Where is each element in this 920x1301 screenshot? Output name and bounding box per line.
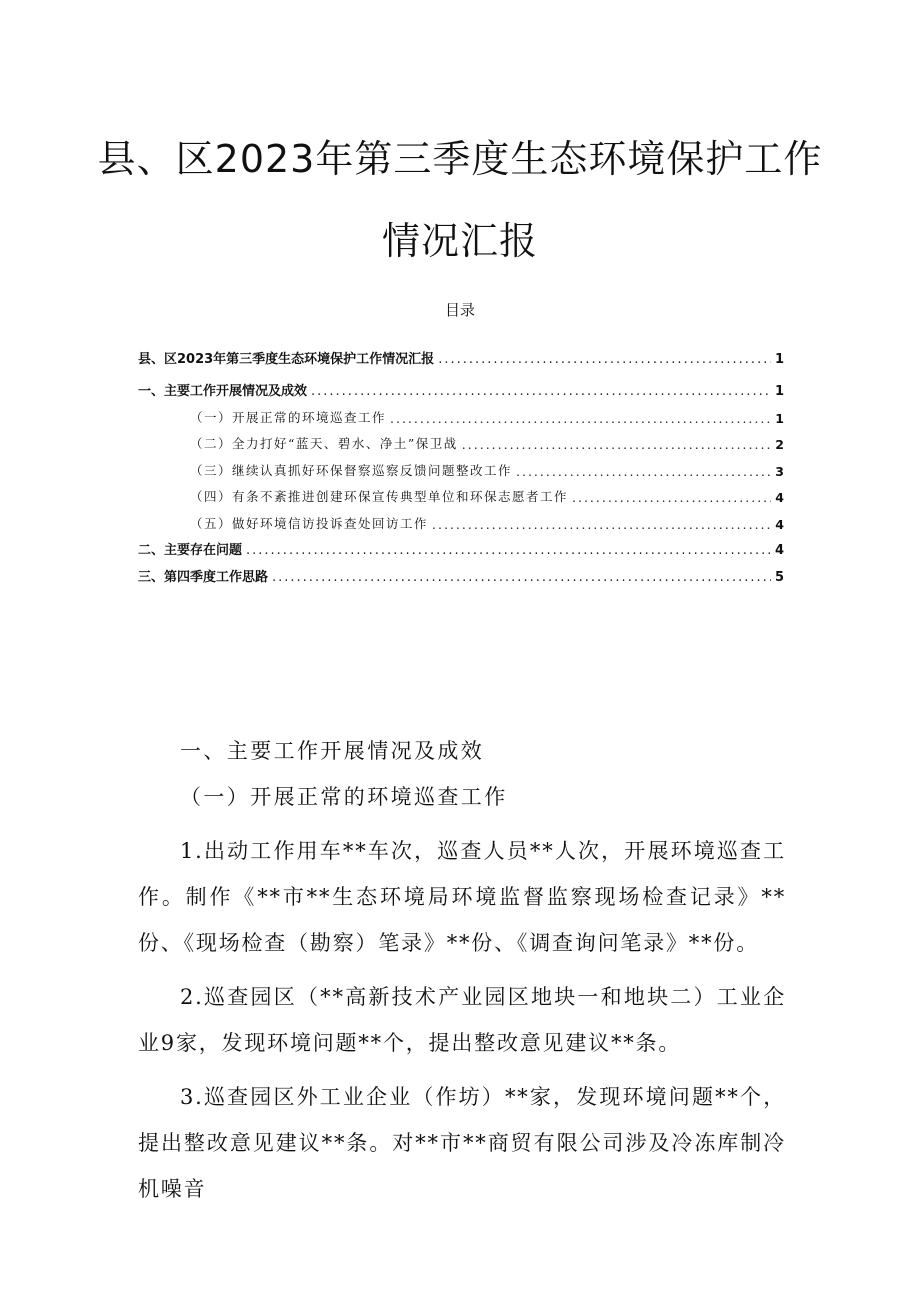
toc-entry[interactable] — [138, 558, 784, 585]
toc-entry-page: 1 — [774, 351, 784, 367]
toc-leader-dots — [272, 570, 771, 585]
document-title-line-2: 情况汇报 — [381, 219, 538, 263]
toc-entry[interactable] — [138, 505, 784, 532]
toc-entry-page: 4 — [775, 516, 784, 532]
toc-entry-page: 4 — [775, 490, 784, 505]
toc-entry-label: 二、主要存在问题 — [138, 543, 243, 558]
toc-entry-label: 三、第四季度工作思路 — [138, 569, 269, 585]
document-title-line-1: 县、区2023年第三季度生态环境保护工作 — [97, 137, 823, 181]
toc-entry[interactable] — [138, 399, 784, 426]
subsection-heading: （一）开展正常的环境巡查工作 — [180, 785, 508, 809]
toc-leader-dots — [572, 490, 771, 505]
section-heading: 一、主要工作开展情况及成效 — [180, 739, 485, 763]
toc-entry-page: 2 — [775, 437, 784, 452]
toc-heading: 目录 — [444, 301, 475, 319]
body-paragraph: 1.出动工作用车**车次，巡查人员**人次，开展环境巡查工作。制作《**市**生态环境局环境监督监察现场检查记录》**份、《现场检查（勘察）笔录》**份、《调查询问笔录》**份。 — [138, 839, 786, 955]
document-body — [138, 728, 786, 1212]
table-of-contents — [138, 340, 784, 585]
toc-leader-dots — [516, 464, 771, 479]
toc-leader-dots — [246, 543, 771, 558]
toc-entry[interactable] — [138, 340, 784, 367]
toc-entry-label: 县、区2023年第三季度生态环境保护工作情况汇报 — [138, 351, 435, 367]
toc-leader-dots — [438, 352, 771, 367]
toc-entry-label: （一）开展正常的环境巡查工作 — [190, 409, 387, 425]
toc-entry-page: 1 — [774, 384, 784, 399]
toc-entry[interactable] — [138, 426, 784, 453]
toc-entry[interactable] — [138, 532, 784, 559]
toc-entry-label: 一、主要工作开展情况及成效 — [138, 384, 308, 399]
toc-entry-page: 1 — [775, 410, 784, 426]
body-paragraph: 3.巡查园区外工业企业（作坊）**家，发现环境问题**个，提出整改意见建议**条。对**市**商贸有限公司涉及冷冻库制冷机噪音 — [138, 1085, 786, 1201]
toc-leader-dots — [311, 384, 771, 399]
toc-entry[interactable] — [138, 479, 784, 506]
toc-entry-label: （四）有条不紊推进创建环保宣传典型单位和环保志愿者工作 — [190, 489, 569, 504]
toc-entry-page: 4 — [774, 543, 784, 558]
toc-entry-label: （五）做好环境信访投诉查处回访工作 — [190, 515, 429, 531]
body-paragraph: 2.巡查园区（**高新技术产业园区地块一和地块二）工业企业9家，发现环境问题**个，提出整改意见建议**条。 — [138, 985, 786, 1055]
toc-leader-dots — [462, 437, 772, 452]
toc-entry[interactable] — [138, 373, 784, 400]
toc-entry-label: （三）继续认真抓好环保督察巡察反馈问题整改工作 — [190, 462, 513, 478]
toc-entry-label: （二）全力打好“蓝天、碧水、净土”保卫战 — [190, 436, 458, 451]
toc-leader-dots — [390, 411, 771, 426]
toc-leader-dots — [432, 517, 771, 532]
toc-entry-page: 5 — [774, 569, 784, 585]
toc-entry[interactable] — [138, 452, 784, 479]
toc-entry-page: 3 — [775, 463, 784, 479]
